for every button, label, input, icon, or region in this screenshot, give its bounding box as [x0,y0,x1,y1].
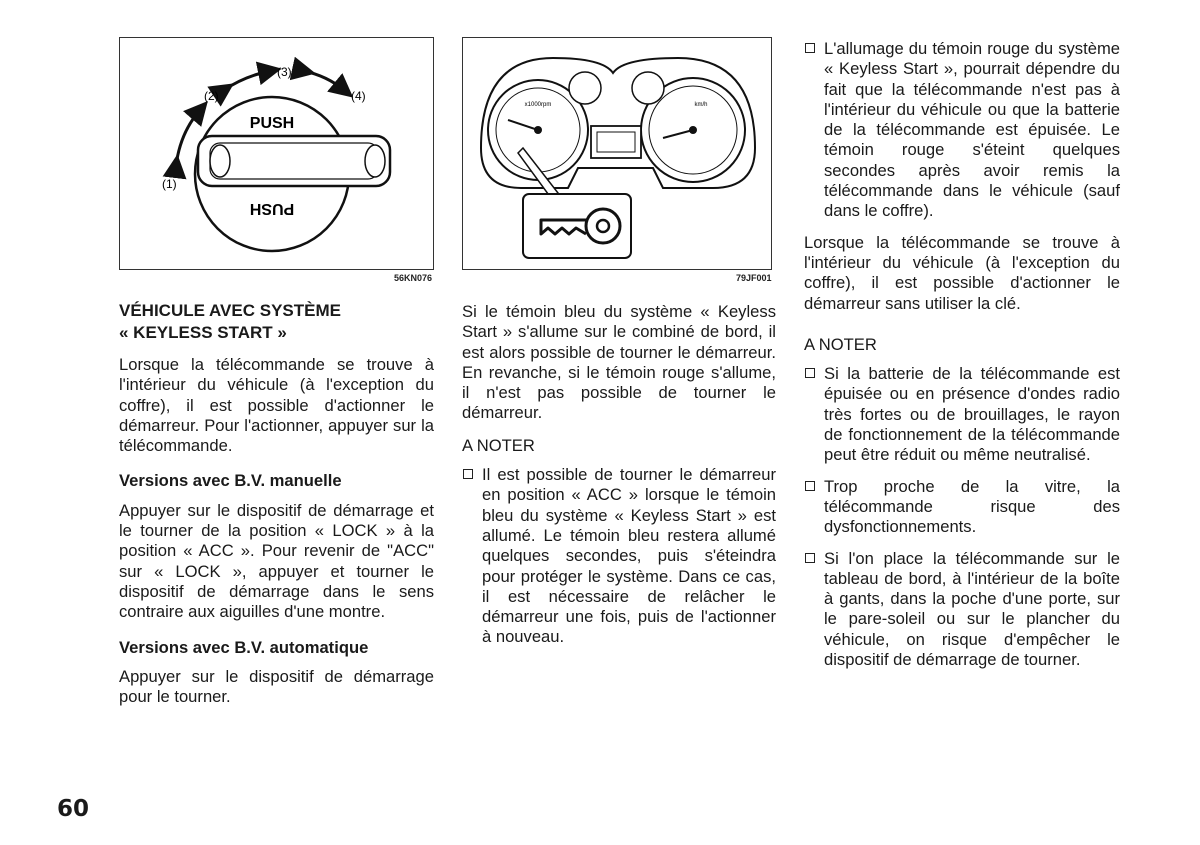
ignition-knob-illustration [120,38,432,268]
checkbox-bullet-icon [805,553,815,563]
checkbox-bullet-icon [805,368,815,378]
note-item-text: Trop proche de la vitre, la télécommande risque des dysfonctionnements. [824,476,1120,537]
position-label-3: (3) [277,65,292,79]
section-heading-line2: « KEYLESS START » [119,323,287,342]
checkbox-bullet-icon [805,481,815,491]
blue-light-paragraph: Si le témoin bleu du système « Keyless Start » s'allume sur le combiné de bord, il est alors possible de tourner le démarreur. En revanche, si le témoin rouge s'allume, il n'est pas possible de tourner le démarreur. [462,302,776,423]
ignition-knob-figure [119,37,434,270]
note-item-text: Si la batterie de la télécommande est épuisée ou en présence d'ondes radio très fortes ou de brouillages, le rayon de fonctionnement de la télécommande peut être réduit ou même neutralisé. [824,364,1120,465]
page-number: 60 [57,796,90,822]
checkbox-bullet-icon [805,43,815,53]
red-light-item-text: L'allumage du témoin rouge du système « Keyless Start », pourrait dépendre du fait que la télécommande n'est pas à l'intérieur du véhicule ou que la batterie de la télécommande est épuisée. Le témoin rouge s'éteint quelques secondes après avoir remis la télécommande dans le véhicule (sauf dans le coffre). [824,39,1120,221]
column-right [804,39,1120,670]
arrow-2-3 [224,71,270,90]
checkbox-bullet-icon [463,469,473,479]
note-item [804,477,1120,538]
column-left [119,300,434,707]
instrument-cluster-figure [462,37,772,270]
position-label-2: (2) [204,89,219,103]
manual-gearbox-text: Appuyer sur le dispositif de démarrage et le tourner de la position « LOCK » à la position « ACC ». Pour revenir de "ACC" sur « LOCK », appuyer et tourner le dispositif de démarrage dans le sens contraire aux aiguilles d'une montre. [119,500,434,622]
note-item [462,465,776,648]
red-light-item [804,39,1120,222]
intro-paragraph: Lorsque la télécommande se trouve à l'intérieur du véhicule (à l'exception du coffre), il est possible d'actionner le démarreur. Pour l'actionner, appuyer sur la télécommande. [119,355,434,456]
automatic-gearbox-text: Appuyer sur le dispositif de démarrage pour le tourner. [119,666,434,707]
key-warning-callout [523,194,631,258]
column-middle [462,302,776,648]
push-label-bottom: PUSH [249,200,295,217]
automatic-gearbox-title: Versions avec B.V. automatique [119,637,369,657]
note-title: A NOTER [462,435,535,455]
position-label-1: (1) [162,177,177,191]
manual-gearbox-title: Versions avec B.V. manuelle [119,471,342,491]
instrument-cluster-illustration [463,38,770,268]
note-item [804,364,1120,465]
note-item-text: Il est possible de tourner le démarreur en position « ACC » lorsque le témoin bleu du système « Keyless Start » est allumé. Le témoin bleu restera allumé quelques secondes, puis s'éteindra pour protéger le système. Dans ce cas, il est nécessaire de relâcher le démarreur une fois, puis de l'actionner à nouveau. [482,465,776,647]
note-title: A NOTER [804,334,877,354]
speed-unit-label: km/h [694,102,708,108]
note-item [804,549,1120,671]
tach-unit-label: x1000rpm [524,102,552,108]
arrow-3-4 [304,71,344,90]
position-label-4: (4) [351,89,366,103]
keyless-paragraph: Lorsque la télécommande se trouve à l'intérieur du véhicule (à l'exception du coffre), il est possible d'actionner le démarreur sans utiliser la clé. [804,232,1120,313]
figure-code-middle: 79JF001 [736,273,772,283]
section-heading-line1: VÉHICULE AVEC SYSTÈME [119,301,341,320]
note-item-text: Si l'on place la télécommande sur le tableau de bord, à l'intérieur de la boîte à gants, dans la poche d'une porte, sur le pare-soleil ou sur le plancher du véhicule, on risque d'empêcher le dispositif de démarrage de tourner. [824,548,1120,670]
push-label-top: PUSH [249,115,295,132]
figure-code-left: 56KN076 [394,273,433,283]
